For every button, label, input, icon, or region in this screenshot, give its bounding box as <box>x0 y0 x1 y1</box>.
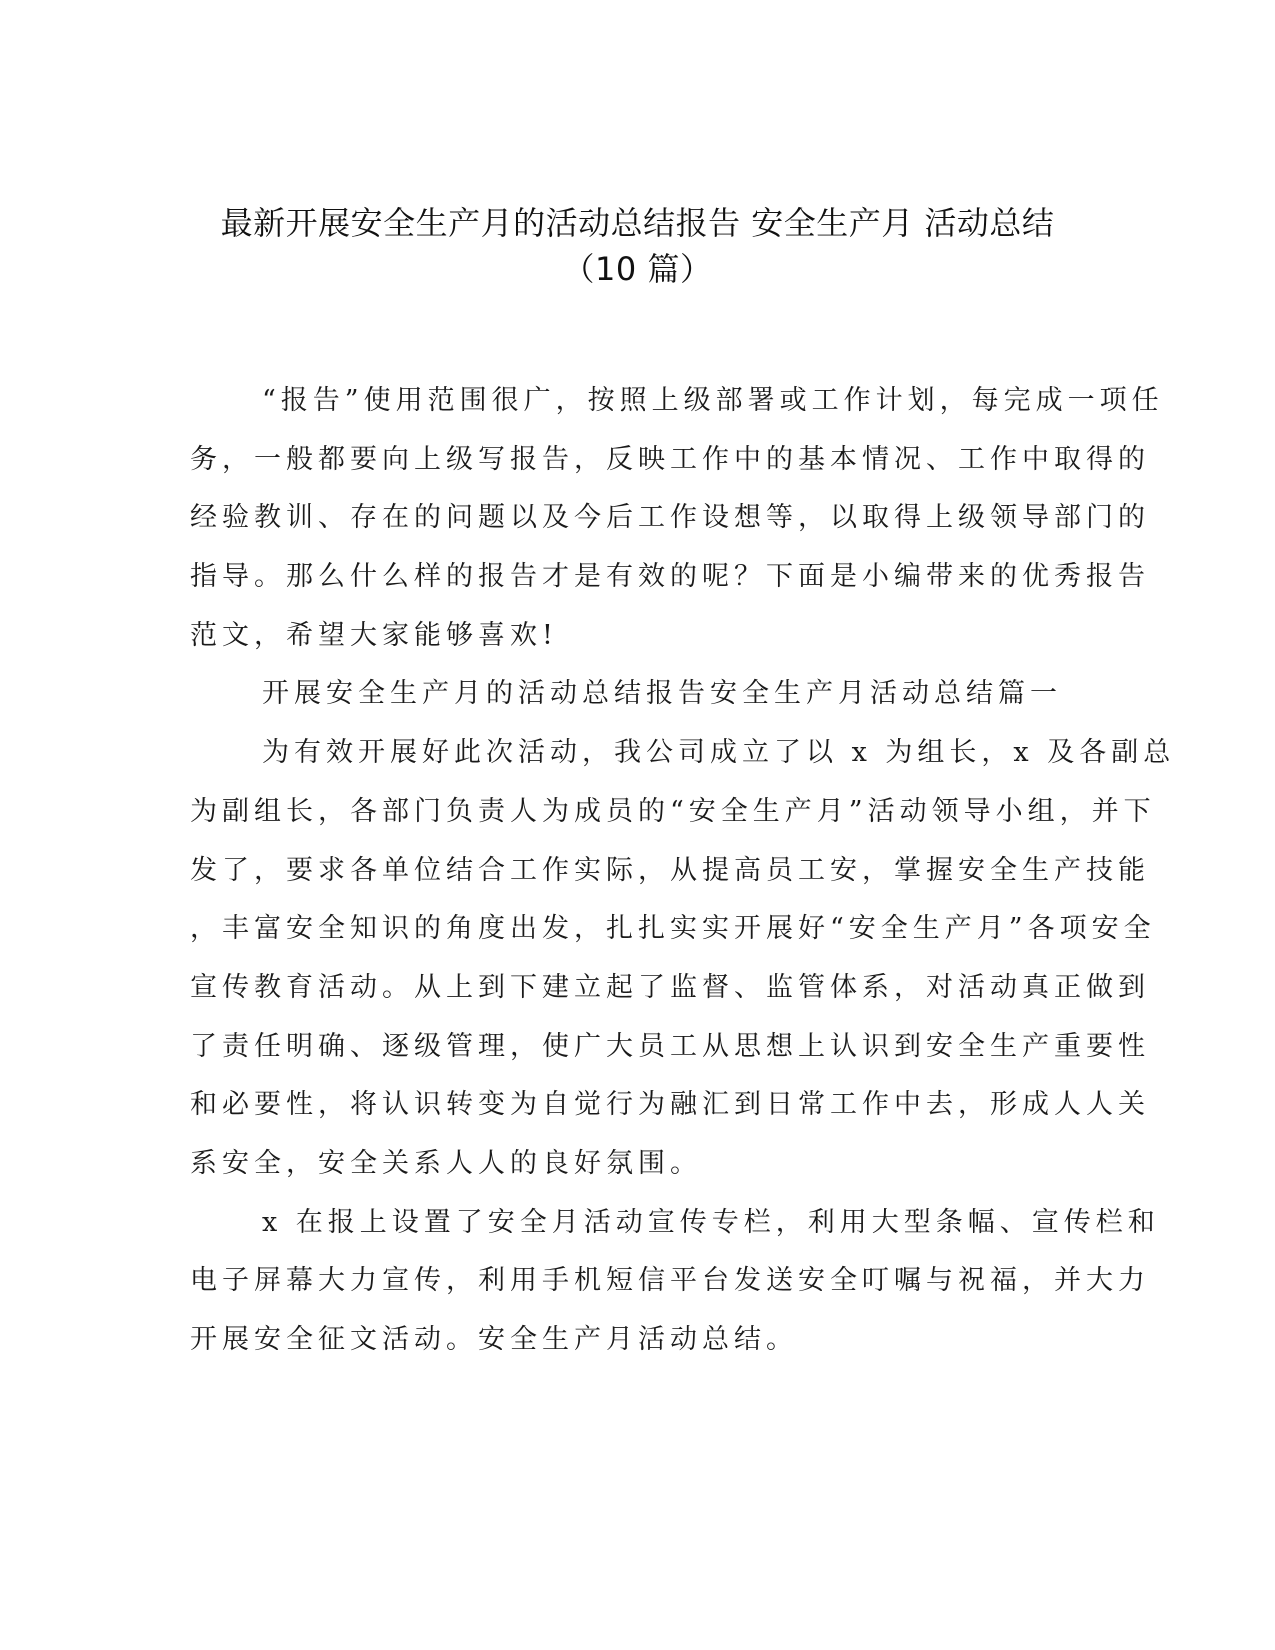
paragraph-line: 和必要性，将认识转变为自觉行为融汇到日常工作中去，形成人人关 <box>190 1089 1150 1121</box>
paragraph-line: 为副组长，各部门负责人为成员的“安全生产月”活动领导小组，并下 <box>190 795 1156 827</box>
section-heading: 开展安全生产月的活动总结报告安全生产月活动总结篇一 <box>262 678 1062 710</box>
paragraph-line: 电子屏幕大力宣传，利用手机短信平台发送安全叮嘱与祝福，并大力 <box>190 1265 1150 1297</box>
paragraph-line: x 在报上设置了安全月活动宣传专栏，利用大型条幅、宣传栏和 <box>262 1206 1160 1238</box>
paragraph-line: 经验教训、存在的问题以及今后工作设想等，以取得上级领导部门的 <box>190 502 1150 534</box>
paragraph-line: 务，一般都要向上级写报告，反映工作中的基本情况、工作中取得的 <box>190 443 1150 475</box>
paragraph-line: 开展安全征文活动。安全生产月活动总结。 <box>190 1324 798 1355</box>
paragraph-line: 宣传教育活动。从上到下建立起了监督、监管体系，对活动真正做到 <box>190 971 1150 1003</box>
paragraph-line: “报告”使用范围很广，按照上级部署或工作计划，每完成一项任 <box>262 385 1164 416</box>
paragraph-line: 了责任明确、逐级管理，使广大员工从思想上认识到安全生产重要性 <box>190 1030 1150 1062</box>
paragraph-line: 范文，希望大家能够喜欢! <box>190 619 558 651</box>
paragraph-line: ，丰富安全知识的角度出发，扎扎实实开展好“安全生产月”各项安全 <box>190 913 1156 945</box>
paragraph-line: 系安全，安全关系人人的良好氛围。 <box>190 1147 702 1179</box>
paragraph-line: 为有效开展好此次活动，我公司成立了以 x 为组长，x 及各副总 <box>262 737 1176 769</box>
document-title <box>150 200 1125 292</box>
paragraph-line: 指导。那么什么样的报告才是有效的呢？下面是小编带来的优秀报告 <box>190 561 1150 593</box>
document-body <box>190 372 1176 1370</box>
paragraph-line: 发了，要求各单位结合工作实际，从提高员工安，掌握安全生产技能 <box>190 854 1150 886</box>
title-line-2: （10 篇） <box>562 250 713 288</box>
title-line-1: 最新开展安全生产月的活动总结报告 安全生产月 活动总结 <box>220 204 1055 242</box>
